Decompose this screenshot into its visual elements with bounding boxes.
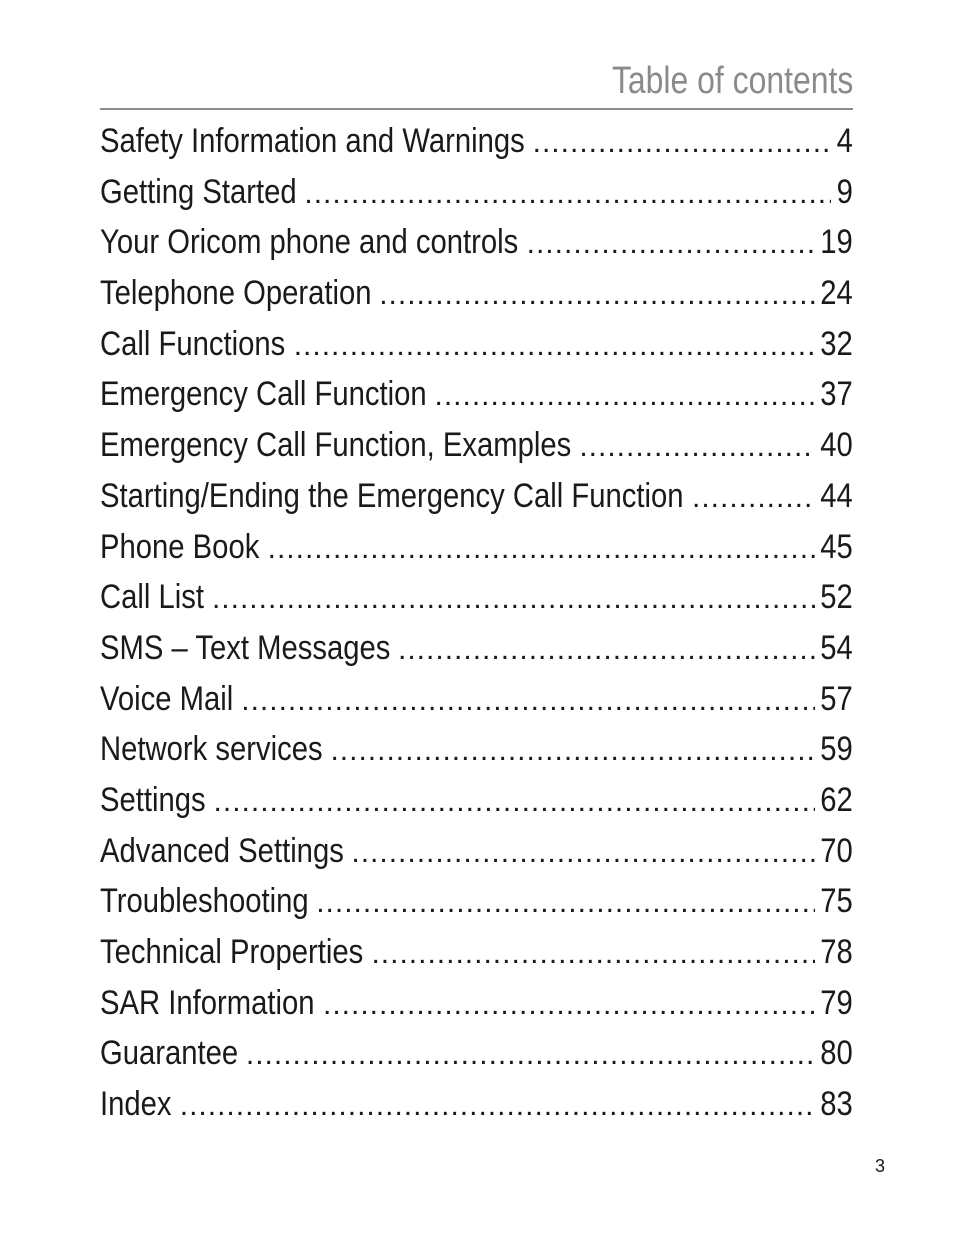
toc-dot-leader bbox=[379, 270, 814, 321]
toc-dot-leader bbox=[371, 929, 814, 980]
toc-entry-page: 4 bbox=[836, 122, 853, 160]
toc-entry-label: Settings bbox=[100, 780, 206, 819]
toc-entry-page: 37 bbox=[820, 375, 853, 414]
toc-dot-leader bbox=[246, 1030, 815, 1081]
page-header bbox=[100, 58, 853, 110]
toc-entry-label: Call Functions bbox=[100, 324, 286, 363]
toc-entry-label: Index bbox=[100, 1085, 172, 1124]
toc-entry[interactable] bbox=[100, 624, 853, 675]
toc-dot-leader bbox=[398, 625, 815, 676]
toc-entry[interactable] bbox=[100, 776, 853, 827]
toc-entry-label: Phone Book bbox=[100, 527, 260, 566]
toc-entry-page: 62 bbox=[820, 780, 853, 819]
toc-entry-label: Safety Information and Warnings bbox=[100, 122, 525, 160]
toc-entry-page: 24 bbox=[820, 274, 853, 313]
toc-dot-leader bbox=[323, 980, 815, 1031]
toc-entry[interactable] bbox=[100, 370, 853, 421]
toc-entry[interactable] bbox=[100, 573, 853, 624]
toc-dot-leader bbox=[212, 574, 815, 625]
toc-dot-leader bbox=[268, 524, 815, 575]
toc-entry-label: Getting Started bbox=[100, 172, 297, 211]
toc-entry-label: Guarantee bbox=[100, 1034, 239, 1073]
toc-dot-leader bbox=[214, 777, 815, 828]
toc-entry-label: SMS – Text Messages bbox=[100, 628, 391, 667]
toc-entry[interactable] bbox=[100, 1029, 853, 1080]
toc-entry-page: 75 bbox=[820, 882, 853, 921]
toc-dot-leader bbox=[294, 321, 815, 372]
toc-entry-label: Call List bbox=[100, 578, 205, 617]
toc-entry[interactable] bbox=[100, 725, 853, 776]
toc-dot-leader bbox=[241, 676, 814, 727]
toc-entry-page: 52 bbox=[820, 578, 853, 617]
toc-dot-leader bbox=[316, 878, 814, 929]
toc-entry[interactable] bbox=[100, 472, 853, 523]
toc-entry-label: Network services bbox=[100, 730, 323, 769]
toc-dot-leader bbox=[330, 726, 814, 777]
table-of-contents bbox=[100, 117, 853, 1131]
toc-entry-page: 70 bbox=[820, 831, 853, 870]
toc-entry[interactable] bbox=[100, 523, 853, 574]
toc-dot-leader bbox=[304, 169, 830, 220]
toc-entry[interactable] bbox=[100, 827, 853, 878]
toc-entry-page: 80 bbox=[820, 1034, 853, 1073]
toc-dot-leader bbox=[579, 422, 814, 473]
toc-entry[interactable] bbox=[100, 218, 853, 269]
toc-entry-page: 9 bbox=[836, 172, 853, 211]
toc-entry-page: 83 bbox=[820, 1085, 853, 1124]
toc-entry[interactable] bbox=[100, 320, 853, 371]
toc-dot-leader bbox=[692, 473, 815, 524]
toc-entry-page: 44 bbox=[820, 476, 853, 515]
toc-entry-page: 57 bbox=[820, 679, 853, 718]
toc-entry-label: Emergency Call Function, Examples bbox=[100, 426, 572, 465]
toc-entry[interactable] bbox=[100, 168, 853, 219]
toc-dot-leader bbox=[180, 1081, 815, 1132]
toc-entry-page: 32 bbox=[820, 324, 853, 363]
page-title: Table of contents bbox=[611, 60, 853, 102]
toc-entry-label: Advanced Settings bbox=[100, 831, 344, 870]
toc-entry-page: 78 bbox=[820, 933, 853, 971]
toc-entry-label: Telephone Operation bbox=[100, 274, 372, 313]
toc-entry[interactable] bbox=[100, 928, 853, 979]
toc-entry[interactable] bbox=[100, 269, 853, 320]
toc-entry-page: 45 bbox=[820, 527, 853, 566]
toc-dot-leader bbox=[434, 371, 814, 422]
page-number: 3 bbox=[874, 1156, 885, 1176]
toc-entry-page: 54 bbox=[820, 628, 853, 667]
toc-entry-page: 59 bbox=[820, 730, 853, 769]
toc-entry[interactable] bbox=[100, 117, 853, 168]
toc-entry-label: Voice Mail bbox=[100, 679, 234, 718]
toc-entry-page: 19 bbox=[820, 223, 853, 262]
toc-entry[interactable] bbox=[100, 421, 853, 472]
toc-entry-label: Starting/Ending the Emergency Call Function bbox=[100, 476, 684, 515]
toc-entry-label: Technical Properties bbox=[100, 933, 364, 971]
toc-entry[interactable] bbox=[100, 979, 853, 1030]
toc-entry-page: 40 bbox=[820, 426, 853, 465]
toc-dot-leader bbox=[351, 828, 814, 879]
toc-entry[interactable] bbox=[100, 675, 853, 726]
toc-entry-label: Troubleshooting bbox=[100, 882, 309, 921]
toc-entry-label: Emergency Call Function bbox=[100, 375, 427, 414]
toc-dot-leader bbox=[533, 118, 831, 169]
toc-entry-label: Your Oricom phone and controls bbox=[100, 223, 519, 262]
toc-entry-page: 79 bbox=[820, 983, 853, 1022]
toc-entry[interactable] bbox=[100, 877, 853, 928]
toc-entry[interactable] bbox=[100, 1080, 853, 1131]
toc-dot-leader bbox=[527, 219, 815, 270]
toc-entry-label: SAR Information bbox=[100, 983, 315, 1022]
